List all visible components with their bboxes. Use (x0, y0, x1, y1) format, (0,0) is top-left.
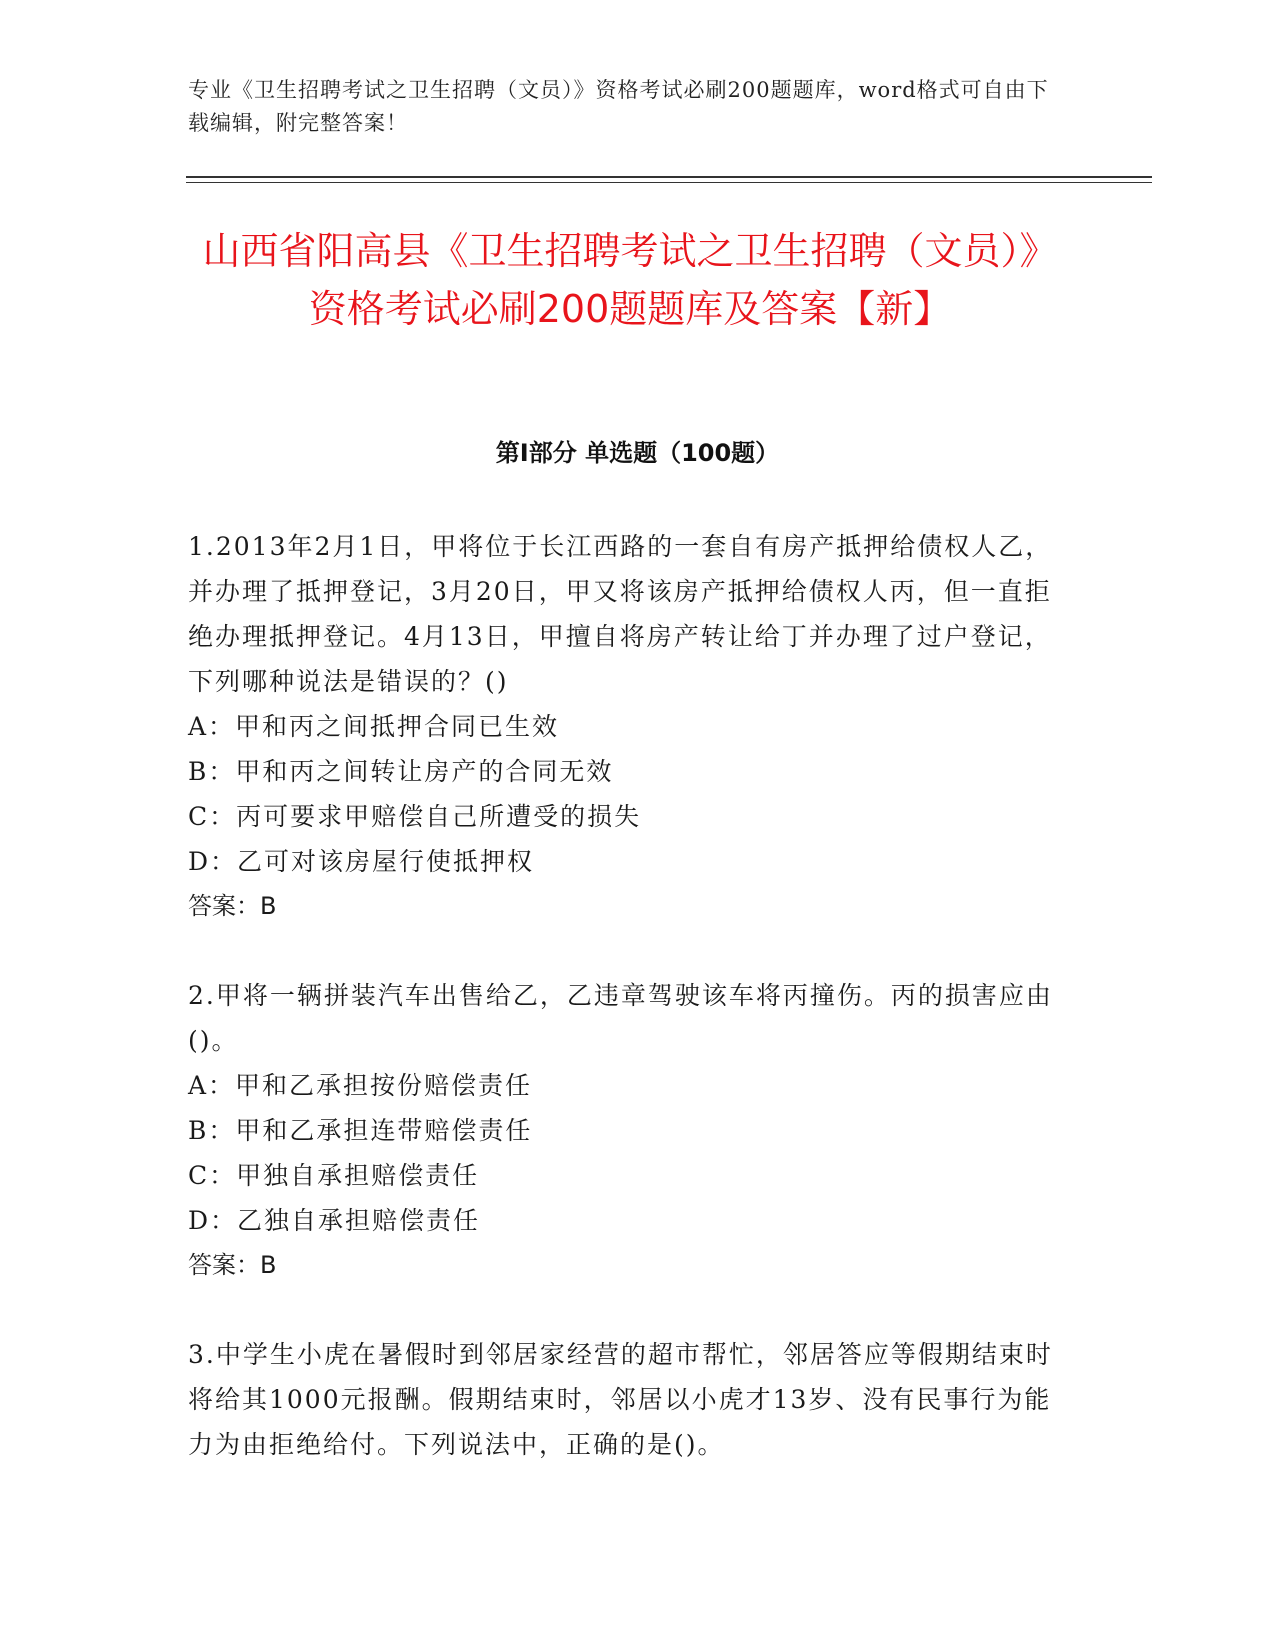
document-title: 山西省阳高县《卫生招聘考试之卫生招聘（文员）》资格考试必刷200题题库及答案【新】 (202, 229, 1058, 331)
question-2 (188, 973, 1068, 1288)
header-note: 专业《卫生招聘考试之卫生招聘（文员）》资格考试必刷200题题库，word格式可自由下载编辑，附完整答案！ (188, 78, 1049, 135)
answer-line: 答案：B (188, 1251, 277, 1279)
option-b: B：甲和乙承担连带赔偿责任 (188, 1116, 533, 1145)
question-1 (188, 524, 1068, 929)
option-c: C：甲独自承担赔偿责任 (188, 1161, 480, 1190)
option-d: D：乙可对该房屋行使抵押权 (188, 847, 535, 876)
option-a: A：甲和乙承担按份赔偿责任 (188, 1071, 533, 1100)
answer-line: 答案：B (188, 892, 277, 920)
header-divider-thick (186, 176, 1152, 178)
question-3 (188, 1332, 1068, 1467)
option-a: A：甲和丙之间抵押合同已生效 (188, 712, 560, 741)
option-c: C：丙可要求甲赔偿自己所遭受的损失 (188, 802, 642, 831)
section-heading: 第I部分 单选题（100题） (495, 439, 780, 467)
option-d: D：乙独自承担赔偿责任 (188, 1206, 481, 1235)
question-stem: 3.中学生小虎在暑假时到邻居家经营的超市帮忙，邻居答应等假期结束时将给其1000元报酬。假期结束时，邻居以小虎才13岁、没有民事行为能力为由拒绝给付。下列说法中，正确的是()。 (188, 1340, 1053, 1459)
question-stem: 2.甲将一辆拼装汽车出售给乙，乙违章驾驶该车将丙撞伤。丙的损害应由()。 (188, 981, 1053, 1055)
header-divider-thin (186, 182, 1152, 183)
question-stem: 1.2013年2月1日，甲将位于长江西路的一套自有房产抵押给债权人乙，并办理了抵押登记，3月20日，甲又将该房产抵押给债权人丙，但一直拒绝办理抵押登记。4月13日，甲擅自将房产转让给丁并办理了过户登记，下列哪种说法是错误的？() (188, 532, 1053, 696)
option-b: B：甲和丙之间转让房产的合同无效 (188, 757, 614, 786)
question-list (188, 524, 1068, 1511)
